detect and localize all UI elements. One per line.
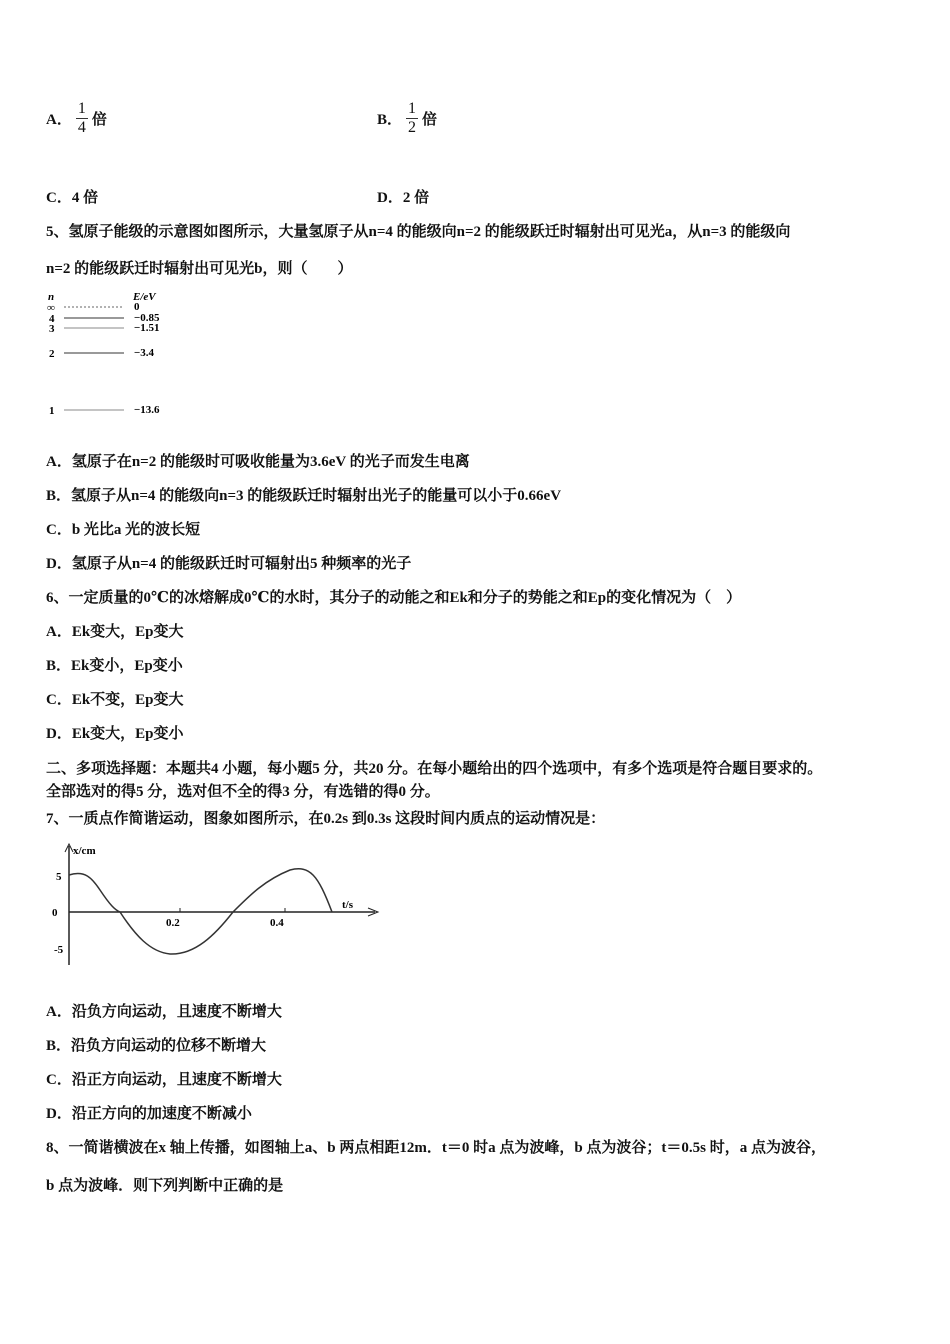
section2-header-2: 全部选对的得5 分，选对但不全的得3 分，有选错的得0 分。 [46, 784, 440, 800]
x-tick: 0.2 [166, 917, 180, 929]
label: A． [46, 112, 72, 128]
q5-option-b[interactable]: B．氢原子从n=4 的能级向n=3 的能级跃迁时辐射出光子的能量可以小于0.66eV [46, 488, 562, 504]
q6-option-a[interactable]: A．Ek变大，Ep变大 [46, 624, 184, 640]
q4-option-d[interactable]: D．2 倍 [377, 190, 430, 206]
e-axis-label: E/eV [133, 291, 156, 303]
n-axis-label: n [48, 291, 55, 303]
level-n: 2 [49, 348, 55, 360]
x-tick: 0.4 [270, 917, 284, 929]
q4-option-c[interactable]: C．4 倍 [46, 190, 99, 206]
level-n: 1 [49, 405, 55, 417]
x-axis-label: t/s [342, 899, 353, 911]
q5-stem-2: n=2 的能级跃迁时辐射出可见光b，则（ ） [46, 261, 353, 277]
unit: 倍 [91, 112, 107, 128]
fraction: $\frac{1}{2}$ [408, 100, 417, 136]
q4-option-b[interactable] [377, 100, 437, 137]
q4-option-a[interactable] [46, 100, 107, 137]
y-tick: 0 [52, 907, 58, 919]
section2-header-1: 二、多项选择题：本题共4 小题，每小题5 分，共20 分。在每小题给出的四个选项中，有多个选项是符合题目要求的。 [46, 761, 823, 777]
unit: 倍 [422, 112, 438, 128]
q8-stem-1: 8、一简谐横波在x 轴上传播，如图轴上a、b 两点相距12m．t＝0 时a 点为波峰，b 点为波谷；t＝0.5s 时，a 点为波谷， [46, 1140, 827, 1156]
fraction: $\frac{1}{4}$ [77, 100, 86, 136]
level-e: 0 [134, 301, 140, 313]
q5-stem-1: 5、氢原子能级的示意图如图所示，大量氢原子从n=4 的能级向n=2 的能级跃迁时辐射出可见光a，从n=3 的能级向 [46, 224, 791, 240]
y-tick: 5 [56, 871, 62, 883]
q7-stem: 7、一质点作简谐运动，图象如图所示，在0.2s 到0.3s 这段时间内质点的运动情况是： [46, 811, 606, 827]
q7-option-b[interactable]: B．沿负方向运动的位移不断增大 [46, 1038, 267, 1054]
q6-stem: 6、一定质量的0℃的冰熔解成0℃的水时，其分子的动能之和Ek和分子的势能之和Ep的变化情况为（ ） [46, 590, 742, 606]
shm-graph [40, 840, 390, 970]
q7-option-c[interactable]: C．沿正方向运动，且速度不断增大 [46, 1072, 282, 1088]
level-e: −13.6 [134, 404, 160, 416]
q5-option-c[interactable]: C．b 光比a 光的波长短 [46, 522, 201, 538]
q6-option-d[interactable]: D．Ek变大，Ep变小 [46, 726, 184, 742]
q6-option-b[interactable]: B．Ek变小，Ep变小 [46, 658, 183, 674]
label: B． [377, 112, 403, 128]
y-axis-label: x/cm [73, 845, 96, 857]
level-e: −1.51 [134, 322, 160, 334]
level-n: ∞ [47, 302, 55, 314]
level-e: −0.85 [134, 312, 160, 324]
q5-option-a[interactable]: A．氢原子在n=2 的能级时可吸收能量为3.6eV 的光子而发生电离 [46, 454, 470, 470]
q7-option-a[interactable]: A．沿负方向运动，且速度不断增大 [46, 1004, 282, 1020]
q6-option-c[interactable]: C．Ek不变，Ep变大 [46, 692, 184, 708]
level-e: −3.4 [134, 347, 155, 359]
q5-option-d[interactable]: D．氢原子从n=4 的能级跃迁时可辐射出5 种频率的光子 [46, 556, 412, 572]
level-n: 4 [49, 313, 55, 325]
level-n: 3 [49, 323, 55, 335]
y-tick: -5 [54, 944, 64, 956]
energy-level-diagram [40, 285, 190, 420]
q7-option-d[interactable]: D．沿正方向的加速度不断减小 [46, 1106, 252, 1122]
q8-stem-2: b 点为波峰．则下列判断中正确的是 [46, 1178, 284, 1194]
